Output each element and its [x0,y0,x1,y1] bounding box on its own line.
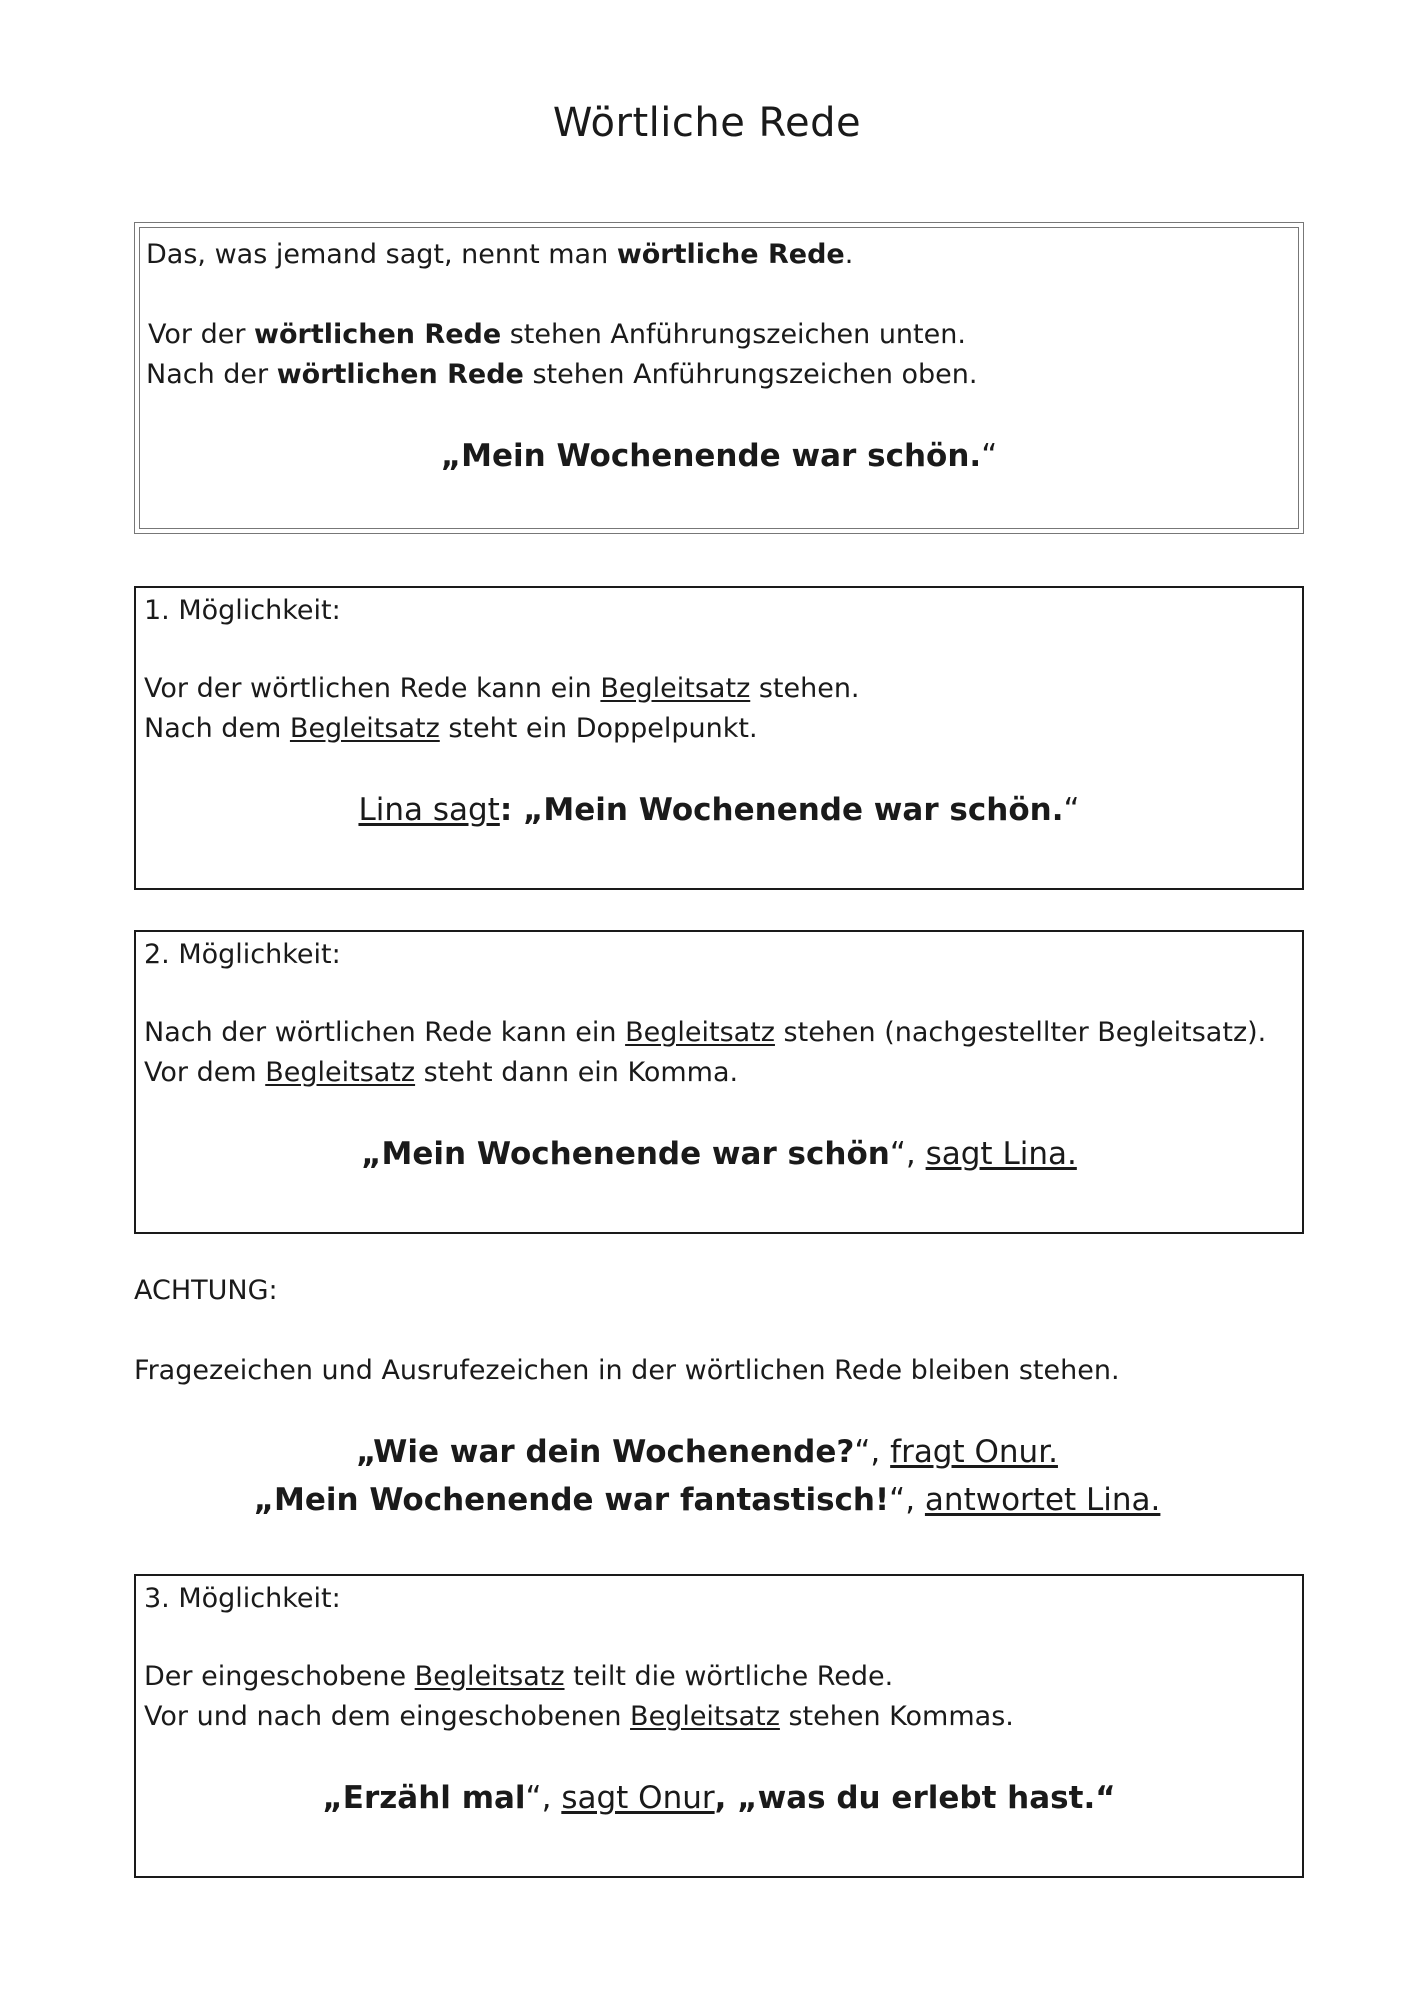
line3-term: wörtlichen Rede [276,359,524,390]
warning-example-1 [0,1432,1414,1472]
option-1-text: Vor der wörtlichen Rede kann ein [144,673,601,704]
option-3-example [136,1778,1302,1818]
example-speech-part-1: Erzähl mal [342,1780,526,1816]
option-2-example [136,1134,1302,1174]
quote-close-comma: “, [525,1780,562,1816]
quote-close-comma: “, [889,1136,926,1172]
line3-text: Nach der [146,359,277,390]
example-speech: Mein Wochenende war schön. [543,792,1064,828]
example-question: Wie war dein Wochenende? [373,1434,855,1470]
option-1-box [134,586,1304,890]
definition-box-inner [139,227,1299,529]
option-2-rest: stehen (nachgestellter Begleitsatz). [774,1017,1267,1048]
option-3-rest-2: stehen Kommas. [779,1701,1014,1732]
option-1-example [136,790,1302,830]
option-3-box [134,1574,1304,1878]
warning-example-2 [0,1480,1414,1520]
option-2-heading: 2. Möglichkeit: [144,939,341,970]
quote-open: „ [440,438,462,474]
definition-term: wörtliche Rede [616,239,845,270]
option-2-text: Nach der wörtlichen Rede kann ein [144,1017,626,1048]
option-2-line-2 [144,1056,738,1090]
definition-example [140,436,1298,476]
option-1-text-2: Nach dem [144,713,290,744]
definition-line-3 [146,358,977,392]
example-begleitsatz: sagt Onur [561,1780,715,1816]
option-3-heading: 3. Möglichkeit: [144,1583,341,1614]
begleitsatz-term: Begleitsatz [265,1057,416,1088]
line2-rest: stehen Anführungszeichen unten. [501,319,966,350]
line2-term: wörtlichen Rede [254,319,502,350]
begleitsatz-term: Begleitsatz [600,673,751,704]
option-1-line-2 [144,712,758,746]
example-begleitsatz: Lina sagt [358,792,500,828]
option-2-box [134,930,1304,1234]
definition-line-2 [148,318,966,352]
quote-close-comma: “, [854,1434,891,1470]
option-3-text: Der eingeschobene [144,1661,415,1692]
warning-heading: ACHTUNG: [134,1275,278,1306]
page-title: Wörtliche Rede [552,100,862,146]
begleitsatz-term: Begleitsatz [625,1017,775,1048]
line2-text: Vor der [148,319,255,350]
definition-text: Das, was jemand sagt, nennt man [146,239,617,270]
comma-quote-open: , „ [714,1780,758,1816]
quote-open: „ [253,1482,274,1518]
option-1-rest: stehen. [750,673,860,704]
option-3-line-1 [144,1660,893,1694]
line3-rest: stehen Anführungszeichen oben. [523,359,978,390]
option-2-line-1 [144,1016,1266,1050]
quote-open: „ [356,1434,374,1470]
definition-line-1 [146,238,853,272]
option-3-text-2: Vor und nach dem eingeschobenen [144,1701,631,1732]
example-speech: Mein Wochenende war schön [381,1136,890,1172]
quote-close: “ [1063,792,1080,828]
quote-close-comma: “, [889,1482,925,1518]
option-2-rest-2: steht dann ein Komma. [415,1057,739,1088]
option-2-text-2: Vor dem [144,1057,266,1088]
option-1-heading: 1. Möglichkeit: [144,595,341,626]
definition-punct: . [844,239,854,270]
example-speech: Mein Wochenende war schön. [461,438,982,474]
option-3-line-2 [144,1700,1014,1734]
example-exclamation: Mein Wochenende war fantastisch! [273,1482,890,1518]
example-begleitsatz: antwortet Lina. [924,1482,1161,1518]
quote-open: „ [361,1136,382,1172]
colon-quote: : „ [499,792,544,828]
option-3-rest: teilt die wörtliche Rede. [564,1661,894,1692]
example-begleitsatz: sagt Lina. [925,1136,1077,1172]
example-speech-part-2: was du erlebt hast.“ [757,1780,1116,1816]
begleitsatz-term: Begleitsatz [289,713,440,744]
option-1-rest-2: steht ein Doppelpunkt. [439,713,758,744]
warning-text: Fragezeichen und Ausrufezeichen in der wörtlichen Rede bleiben stehen. [134,1355,1120,1386]
begleitsatz-term: Begleitsatz [630,1701,780,1732]
option-1-line-1 [144,672,860,706]
definition-box [134,222,1304,534]
begleitsatz-term: Begleitsatz [414,1661,565,1692]
quote-close: “ [981,438,998,474]
example-begleitsatz: fragt Onur. [890,1434,1058,1470]
quote-open: „ [322,1780,343,1816]
